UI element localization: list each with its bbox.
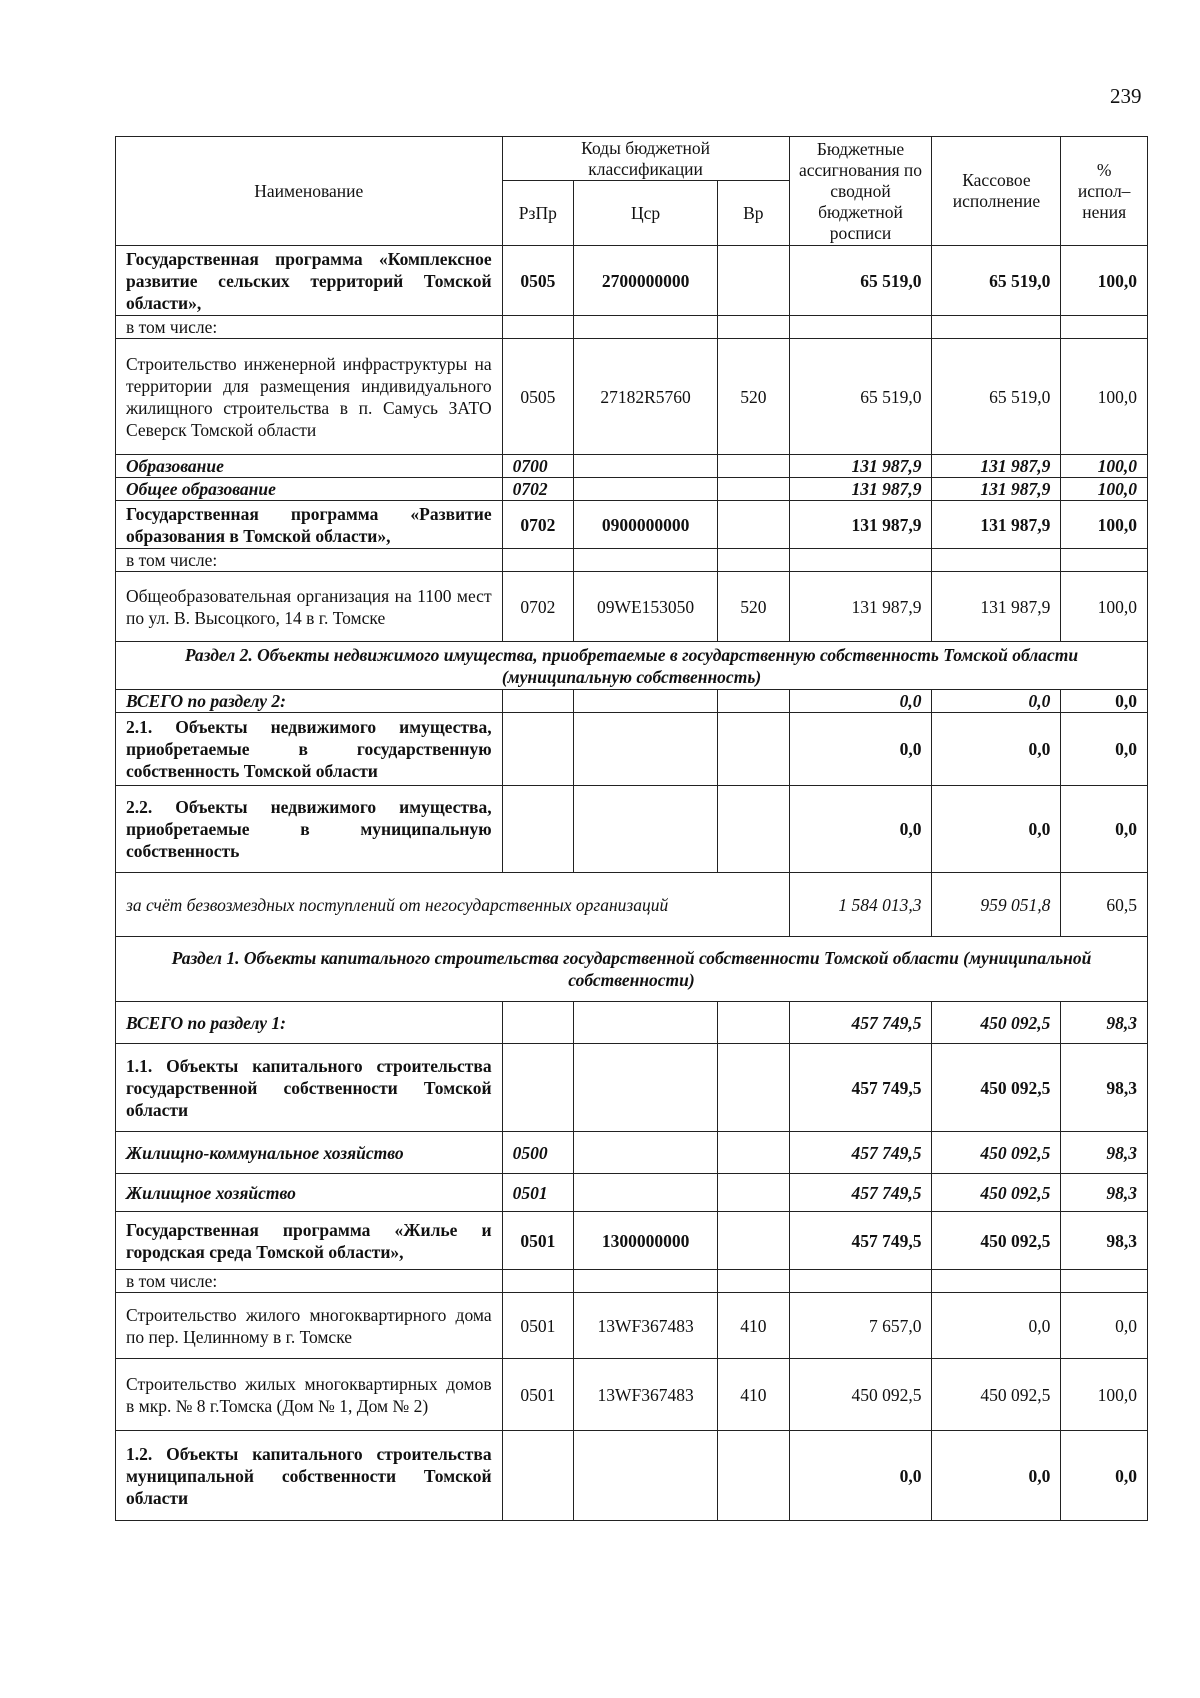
row-budget: 457 749,5 [789, 1002, 932, 1044]
section-title: Раздел 1. Объекты капитального строительства государственной собственности Томской области (муниципальной собственности) [116, 937, 1148, 1002]
header-csr: Цср [574, 181, 718, 246]
table-row [116, 455, 1148, 478]
row-cash: 0,0 [932, 690, 1061, 713]
row-budget: 131 987,9 [789, 572, 932, 642]
row-name: за счёт безвозмездных поступлений от негосударственных организаций [116, 873, 790, 937]
row-budget: 0,0 [789, 713, 932, 786]
row-name: Государственная программа «Развитие образования в Томской области», [116, 501, 503, 549]
row-cash: 0,0 [932, 1431, 1061, 1521]
row-cash: 959 051,8 [932, 873, 1061, 937]
budget-table [115, 136, 1148, 1521]
header-vr: Вр [718, 181, 789, 246]
row-rzpr: 0702 [502, 478, 573, 501]
row-cash: 450 092,5 [932, 1044, 1061, 1132]
row-csr: 09WE153050 [574, 572, 718, 642]
table-row [116, 316, 1148, 339]
row-percent: 60,5 [1061, 873, 1148, 937]
row-percent: 100,0 [1061, 478, 1148, 501]
row-name: Государственная программа «Комплексное развитие сельских территорий Томской области», [116, 246, 503, 316]
table-row [116, 549, 1148, 572]
row-name: Образование [116, 455, 503, 478]
row-cash: 131 987,9 [932, 501, 1061, 549]
row-cash: 0,0 [932, 1293, 1061, 1359]
row-cash: 0,0 [932, 713, 1061, 786]
table-row [116, 786, 1148, 873]
row-csr: 2700000000 [574, 246, 718, 316]
row-cash: 450 092,5 [932, 1174, 1061, 1212]
row-vr: 520 [718, 339, 789, 455]
row-percent: 0,0 [1061, 713, 1148, 786]
table-row [116, 1293, 1148, 1359]
header-codes: Коды бюджетной классификации [502, 137, 789, 181]
row-name: Государственная программа «Жилье и городская среда Томской области», [116, 1212, 503, 1270]
row-percent: 100,0 [1061, 246, 1148, 316]
section-row [116, 937, 1148, 1002]
row-rzpr: 0505 [502, 246, 573, 316]
row-name: Строительство инженерной инфраструктуры на территории для размещения индивидуального жилищного строительства в п. Самусь ЗАТО Северск Томской области [116, 339, 503, 455]
row-percent: 100,0 [1061, 1359, 1148, 1431]
table-row [116, 1270, 1148, 1293]
row-budget: 0,0 [789, 1431, 932, 1521]
header-percent: % испол–нения [1061, 137, 1148, 246]
row-rzpr: 0500 [502, 1132, 573, 1174]
section-title: Раздел 2. Объекты недвижимого имущества, приобретаемые в государственную собственность Томской области (муниципальную собственность) [116, 642, 1148, 690]
row-percent: 0,0 [1061, 786, 1148, 873]
row-budget: 457 749,5 [789, 1132, 932, 1174]
row-vr [718, 246, 789, 316]
header-name: Наименование [116, 137, 503, 246]
row-percent: 98,3 [1061, 1174, 1148, 1212]
row-percent: 98,3 [1061, 1044, 1148, 1132]
table-row [116, 1431, 1148, 1521]
row-csr: 1300000000 [574, 1212, 718, 1270]
row-csr: 13WF367483 [574, 1359, 718, 1431]
table-row [116, 1174, 1148, 1212]
row-rzpr: 0702 [502, 501, 573, 549]
row-cash: 450 092,5 [932, 1212, 1061, 1270]
row-vr: 410 [718, 1293, 789, 1359]
row-name: в том числе: [116, 549, 503, 572]
row-budget: 65 519,0 [789, 246, 932, 316]
row-budget: 131 987,9 [789, 455, 932, 478]
row-rzpr: 0501 [502, 1212, 573, 1270]
row-cash: 65 519,0 [932, 246, 1061, 316]
row-budget: 131 987,9 [789, 501, 932, 549]
row-percent: 98,3 [1061, 1212, 1148, 1270]
header-budget: Бюджетные ассигнования по сводной бюджетной росписи [789, 137, 932, 246]
row-budget: 457 749,5 [789, 1044, 932, 1132]
table-row [116, 713, 1148, 786]
row-budget: 457 749,5 [789, 1212, 932, 1270]
table-row [116, 873, 1148, 937]
row-csr: 13WF367483 [574, 1293, 718, 1359]
row-percent: 98,3 [1061, 1132, 1148, 1174]
table-row [116, 246, 1148, 316]
row-vr: 520 [718, 572, 789, 642]
row-budget: 7 657,0 [789, 1293, 932, 1359]
row-name: 2.2. Объекты недвижимого имущества, приобретаемые в муниципальную собственность [116, 786, 503, 873]
row-name: 1.2. Объекты капитального строительства муниципальной собственности Томской области [116, 1431, 503, 1521]
row-rzpr: 0505 [502, 339, 573, 455]
row-name: Жилищно-коммунальное хозяйство [116, 1132, 503, 1174]
row-cash: 131 987,9 [932, 572, 1061, 642]
row-percent: 100,0 [1061, 501, 1148, 549]
row-budget: 131 987,9 [789, 478, 932, 501]
row-name: Жилищное хозяйство [116, 1174, 503, 1212]
row-cash: 131 987,9 [932, 478, 1061, 501]
row-percent: 100,0 [1061, 455, 1148, 478]
row-budget: 457 749,5 [789, 1174, 932, 1212]
row-rzpr: 0702 [502, 572, 573, 642]
row-name: Общее образование [116, 478, 503, 501]
row-cash: 450 092,5 [932, 1359, 1061, 1431]
table-row [116, 1044, 1148, 1132]
table-row [116, 1212, 1148, 1270]
row-csr: 0900000000 [574, 501, 718, 549]
row-name: ВСЕГО по разделу 1: [116, 1002, 503, 1044]
table-row [116, 501, 1148, 549]
table-row [116, 1359, 1148, 1431]
row-name: в том числе: [116, 316, 503, 339]
header-rzpr: РзПр [502, 181, 573, 246]
row-name: 1.1. Объекты капитального строительства государственной собственности Томской области [116, 1044, 503, 1132]
header-cash: Кассовое исполнение [932, 137, 1061, 246]
row-name: Общеобразовательная организация на 1100 мест по ул. В. Высоцкого, 14 в г. Томске [116, 572, 503, 642]
row-budget: 450 092,5 [789, 1359, 932, 1431]
row-rzpr: 0501 [502, 1174, 573, 1212]
row-budget: 1 584 013,3 [789, 873, 932, 937]
row-name: в том числе: [116, 1270, 503, 1293]
row-percent: 0,0 [1061, 1293, 1148, 1359]
row-budget: 65 519,0 [789, 339, 932, 455]
table-row [116, 1132, 1148, 1174]
row-vr: 410 [718, 1359, 789, 1431]
row-budget: 0,0 [789, 690, 932, 713]
row-cash: 65 519,0 [932, 339, 1061, 455]
row-name: 2.1. Объекты недвижимого имущества, приобретаемые в государственную собственность Томской области [116, 713, 503, 786]
row-rzpr: 0700 [502, 455, 573, 478]
row-name: Строительство жилого многоквартирного дома по пер. Целинному в г. Томске [116, 1293, 503, 1359]
row-cash: 0,0 [932, 786, 1061, 873]
row-rzpr: 0501 [502, 1359, 573, 1431]
row-cash: 131 987,9 [932, 455, 1061, 478]
table-row [116, 1002, 1148, 1044]
row-percent: 100,0 [1061, 572, 1148, 642]
row-name: Строительство жилых многоквартирных домов в мкр. № 8 г.Томска (Дом № 1, Дом № 2) [116, 1359, 503, 1431]
table-row [116, 339, 1148, 455]
table-row [116, 478, 1148, 501]
row-cash: 450 092,5 [932, 1132, 1061, 1174]
row-name: ВСЕГО по разделу 2: [116, 690, 503, 713]
row-percent: 100,0 [1061, 339, 1148, 455]
row-cash: 450 092,5 [932, 1002, 1061, 1044]
table-row [116, 572, 1148, 642]
row-percent: 0,0 [1061, 690, 1148, 713]
row-budget: 0,0 [789, 786, 932, 873]
section-row [116, 642, 1148, 690]
row-percent: 0,0 [1061, 1431, 1148, 1521]
page-number: 239 [1110, 84, 1142, 108]
table-row [116, 690, 1148, 713]
row-percent: 98,3 [1061, 1002, 1148, 1044]
row-rzpr: 0501 [502, 1293, 573, 1359]
row-csr: 27182R5760 [574, 339, 718, 455]
